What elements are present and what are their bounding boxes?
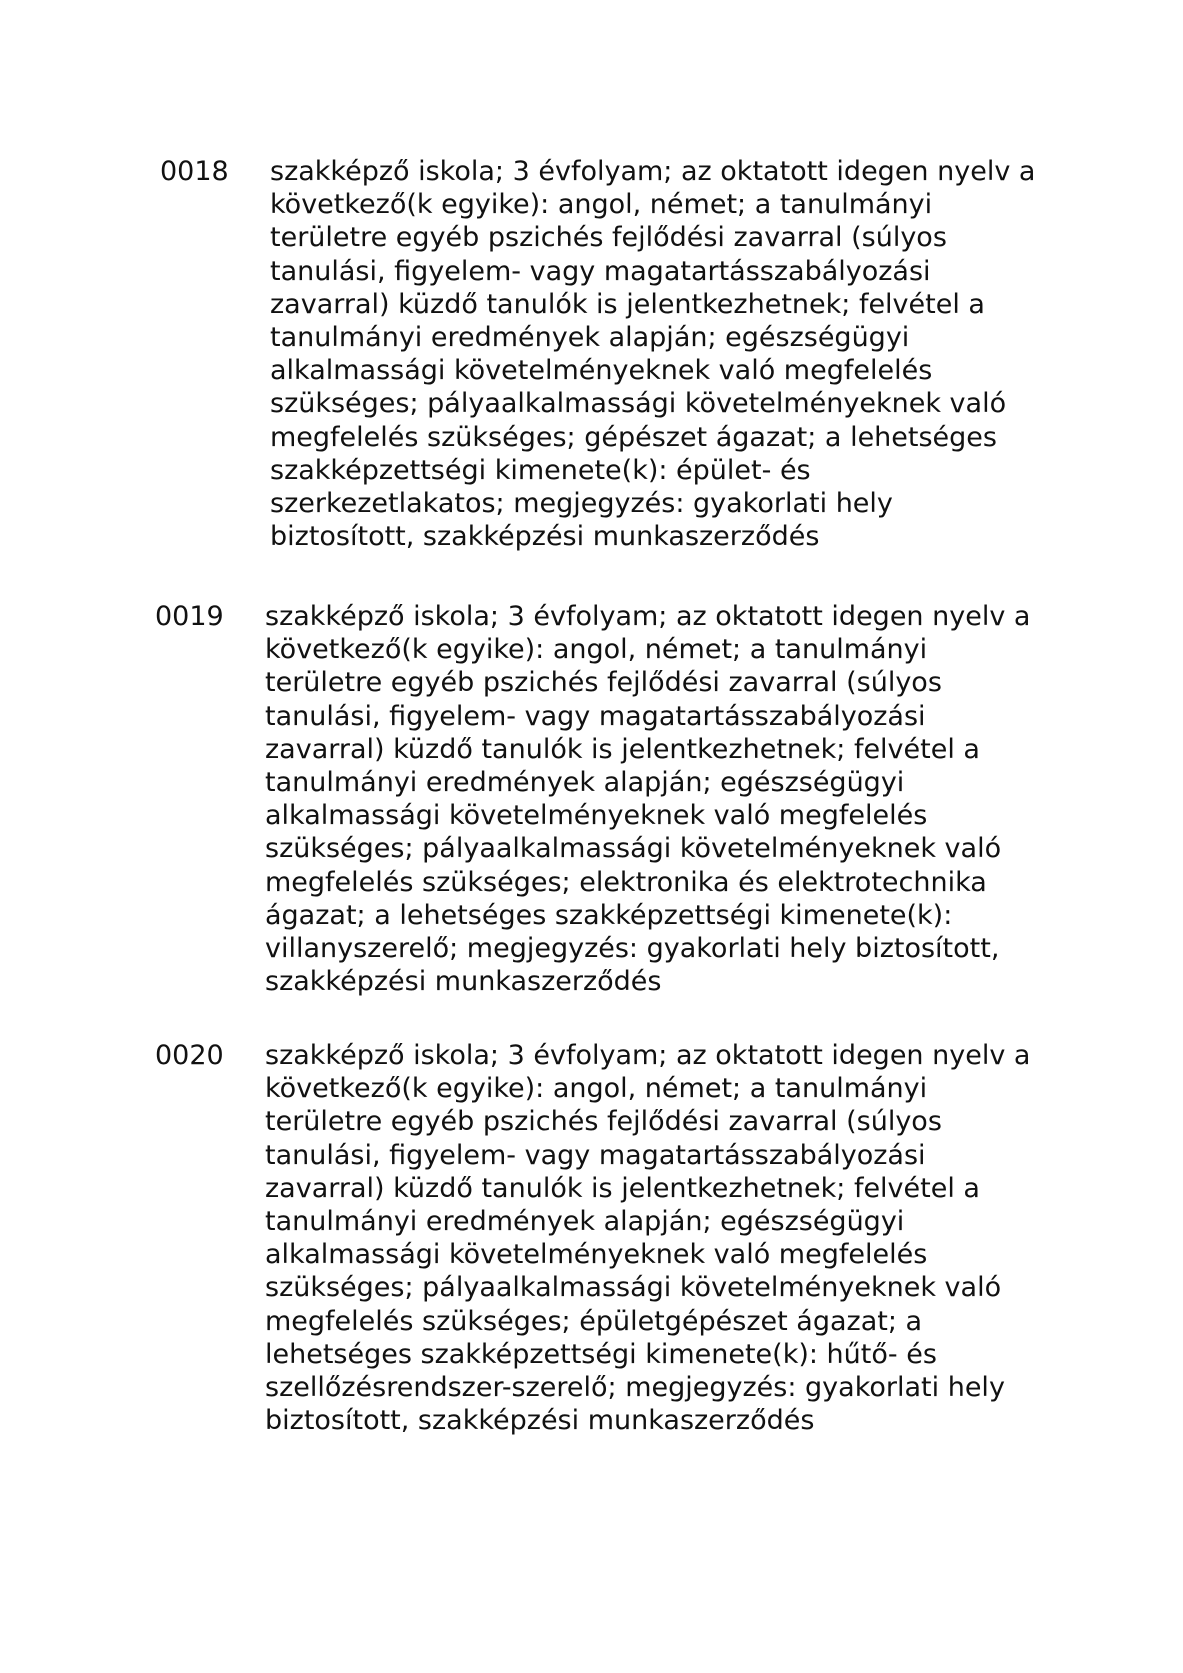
description-line: tanulmányi eredmények alapján; egészségügyi xyxy=(265,1206,905,1238)
description-line: szükséges; pályaalkalmassági követelményeknek való xyxy=(265,833,1002,865)
description-line: szükséges; pályaalkalmassági követelményeknek való xyxy=(265,1272,1002,1304)
description-line: zavarral) küzdő tanulók is jelentkezhetnek; felvétel a xyxy=(265,1172,980,1204)
entry-description xyxy=(270,155,1036,553)
description-line: szakképzettségi kimenete(k): épület- és xyxy=(270,454,811,486)
description-line: megfelelés szükséges; épületgépészet ágazat; a xyxy=(265,1305,923,1337)
description-line: ágazat; a lehetséges szakképzettségi kimenete(k): xyxy=(265,899,953,931)
description-line: szakképző iskola; 3 évfolyam; az oktatott idegen nyelv a xyxy=(270,156,1036,187)
description-line: tanulmányi eredmények alapján; egészségügyi xyxy=(265,767,905,799)
description-line: szerkezetlakatos; megjegyzés: gyakorlati hely xyxy=(270,488,893,520)
description-line: biztosított, szakképzési munkaszerződés xyxy=(270,521,820,553)
description-line: tanulási, figyelem- vagy magatartásszabályozási xyxy=(270,255,931,287)
entry-description xyxy=(265,600,1031,998)
description-line: alkalmassági követelményeknek való megfelelés xyxy=(270,355,933,387)
description-line: zavarral) küzdő tanulók is jelentkezhetnek; felvétel a xyxy=(270,288,985,320)
description-line: tanulási, figyelem- vagy magatartásszabályozási xyxy=(265,1139,926,1171)
description-line: területre egyéb pszichés fejlődési zavarral (súlyos xyxy=(265,667,942,699)
description-line: szakképző iskola; 3 évfolyam; az oktatott idegen nyelv a xyxy=(265,1040,1031,1071)
description-line: következő(k egyike): angol, német; a tanulmányi xyxy=(265,1073,928,1105)
description-line: zavarral) küzdő tanulók is jelentkezhetnek; felvétel a xyxy=(265,733,980,765)
description-line: villanyszerelő; megjegyzés: gyakorlati hely biztosított, xyxy=(265,933,1000,965)
description-line: tanulási, figyelem- vagy magatartásszabályozási xyxy=(265,700,926,732)
description-line: szakképzési munkaszerződés xyxy=(265,966,662,998)
entry-code: 0020 xyxy=(155,1040,224,1071)
entry-code: 0019 xyxy=(155,601,224,632)
entry-description xyxy=(265,1039,1031,1437)
description-line: szükséges; pályaalkalmassági követelményeknek való xyxy=(270,388,1007,420)
description-line: szellőzésrendszer-szerelő; megjegyzés: gyakorlati hely xyxy=(265,1372,1005,1404)
description-line: megfelelés szükséges; gépészet ágazat; a lehetséges xyxy=(270,421,997,453)
description-line: területre egyéb pszichés fejlődési zavarral (súlyos xyxy=(265,1106,942,1138)
description-line: megfelelés szükséges; elektronika és elektrotechnika xyxy=(265,866,987,898)
description-line: biztosított, szakképzési munkaszerződés xyxy=(265,1405,815,1437)
description-line: következő(k egyike): angol, német; a tanulmányi xyxy=(265,634,928,666)
description-line: alkalmassági követelményeknek való megfelelés xyxy=(265,800,928,832)
entry-code: 0018 xyxy=(160,156,229,187)
description-line: területre egyéb pszichés fejlődési zavarral (súlyos xyxy=(270,222,947,254)
description-line: lehetséges szakképzettségi kimenete(k): hűtő- és xyxy=(265,1338,937,1370)
description-line: alkalmassági követelményeknek való megfelelés xyxy=(265,1239,928,1271)
description-line: tanulmányi eredmények alapján; egészségügyi xyxy=(270,322,910,354)
description-line: szakképző iskola; 3 évfolyam; az oktatott idegen nyelv a xyxy=(265,601,1031,632)
description-line: következő(k egyike): angol, német; a tanulmányi xyxy=(270,189,933,221)
